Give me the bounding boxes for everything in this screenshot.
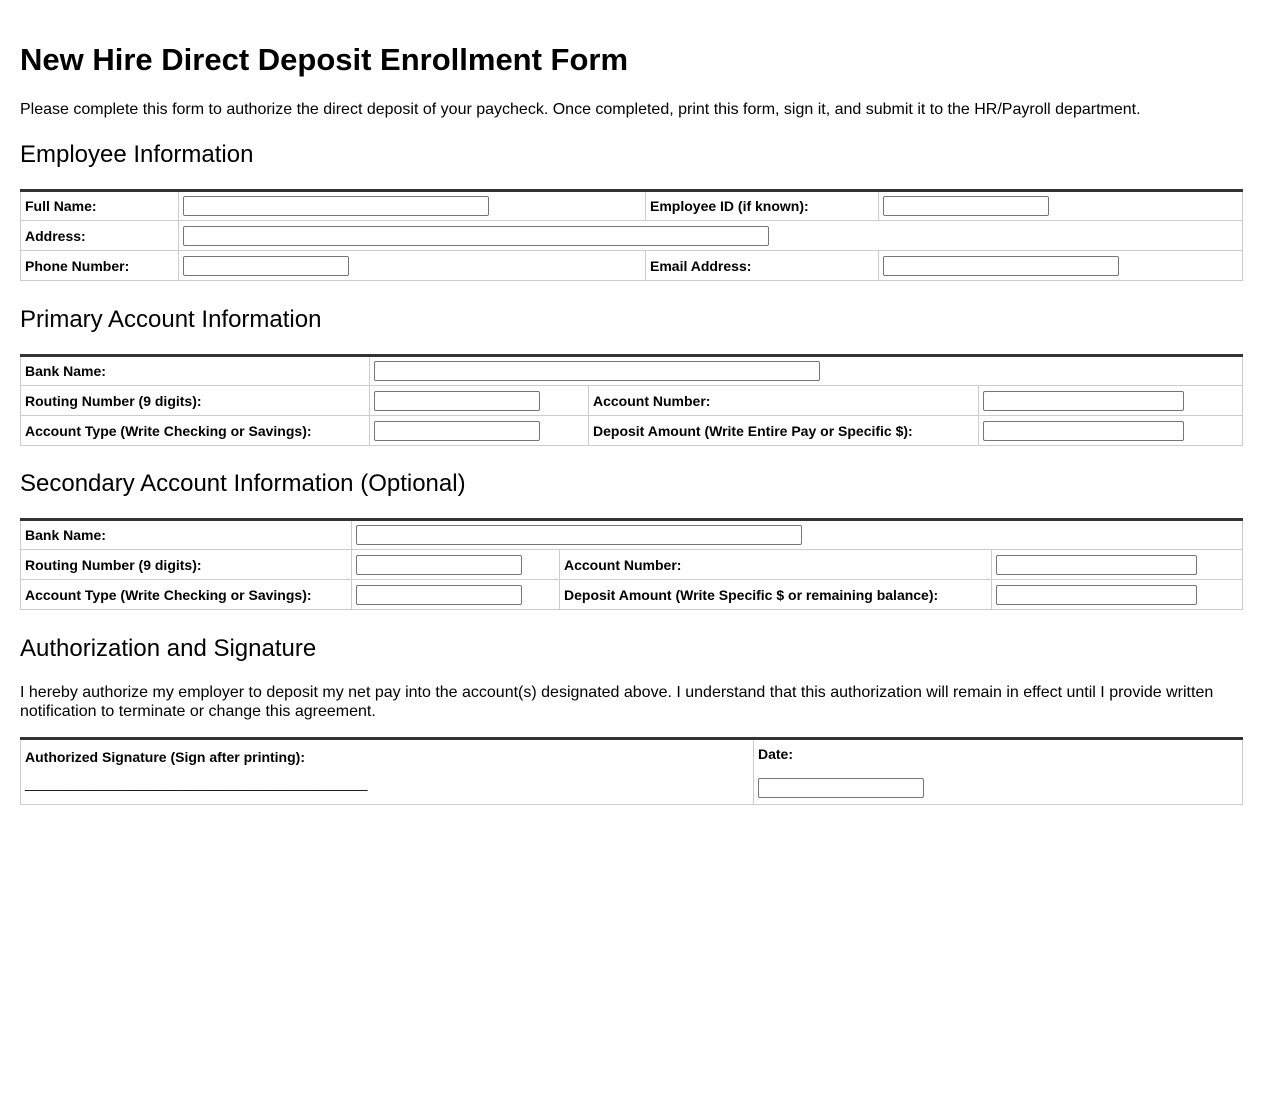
primary-account-label: Account Number: <box>589 386 979 416</box>
authorization-text: I hereby authorize my employer to deposit my net pay into the account(s) designated above. I understand that this authorization will remain in effect until I provide written notification to terminate or change this agreement. <box>20 684 1214 720</box>
signature-line: ____________________________________________ <box>25 775 368 791</box>
primary-account-table <box>20 354 1243 446</box>
signature-label: Authorized Signature (Sign after printing): <box>25 749 305 765</box>
email-label: Email Address: <box>646 251 879 281</box>
table-row <box>21 580 1243 610</box>
employee-info-table <box>20 189 1243 281</box>
table-row <box>21 356 1243 386</box>
table-row <box>21 386 1243 416</box>
table-row <box>21 520 1243 550</box>
secondary-bank-label: Bank Name: <box>21 520 352 550</box>
primary-type-label: Account Type (Write Checking or Savings): <box>21 416 370 446</box>
secondary-account-table <box>20 518 1243 610</box>
full-name-label: Full Name: <box>21 191 179 221</box>
intro-text: Please complete this form to authorize the direct deposit of your paycheck. Once completed, print this form, sign it, and submit it to the HR/Payroll department. <box>20 101 1141 118</box>
employee-id-label: Employee ID (if known): <box>646 191 879 221</box>
secondary-bank-field[interactable] <box>356 525 802 545</box>
primary-bank-field[interactable] <box>374 361 820 381</box>
secondary-amount-field[interactable] <box>996 585 1197 605</box>
employee-section-heading: Employee Information <box>20 141 254 168</box>
secondary-routing-field[interactable] <box>356 555 522 575</box>
secondary-account-label: Account Number: <box>560 550 992 580</box>
primary-type-field[interactable] <box>374 421 540 441</box>
primary-routing-field[interactable] <box>374 391 540 411</box>
secondary-account-field[interactable] <box>996 555 1197 575</box>
secondary-type-label: Account Type (Write Checking or Savings): <box>21 580 352 610</box>
table-row <box>21 221 1243 251</box>
secondary-routing-label: Routing Number (9 digits): <box>21 550 352 580</box>
primary-account-field[interactable] <box>983 391 1184 411</box>
table-row <box>21 191 1243 221</box>
secondary-type-field[interactable] <box>356 585 522 605</box>
full-name-field[interactable] <box>183 196 489 216</box>
secondary-amount-label: Deposit Amount (Write Specific $ or remaining balance): <box>560 580 992 610</box>
signature-table <box>20 737 1243 805</box>
address-field[interactable] <box>183 226 769 246</box>
primary-amount-label: Deposit Amount (Write Entire Pay or Specific $): <box>589 416 979 446</box>
date-cell <box>754 739 1243 805</box>
address-label: Address: <box>21 221 179 251</box>
phone-label: Phone Number: <box>21 251 179 281</box>
table-row <box>21 550 1243 580</box>
signature-cell <box>21 739 754 805</box>
date-field[interactable] <box>758 778 924 798</box>
page-title: New Hire Direct Deposit Enrollment Form <box>20 42 629 77</box>
email-field[interactable] <box>883 256 1119 276</box>
secondary-section-heading: Secondary Account Information (Optional) <box>20 470 466 497</box>
phone-field[interactable] <box>183 256 349 276</box>
primary-section-heading: Primary Account Information <box>20 306 322 333</box>
table-row <box>21 416 1243 446</box>
authorization-section-heading: Authorization and Signature <box>20 635 317 662</box>
primary-bank-label: Bank Name: <box>21 356 370 386</box>
table-row <box>21 251 1243 281</box>
date-label: Date: <box>758 746 794 762</box>
table-row <box>21 739 1243 805</box>
employee-id-field[interactable] <box>883 196 1049 216</box>
primary-routing-label: Routing Number (9 digits): <box>21 386 370 416</box>
primary-amount-field[interactable] <box>983 421 1184 441</box>
